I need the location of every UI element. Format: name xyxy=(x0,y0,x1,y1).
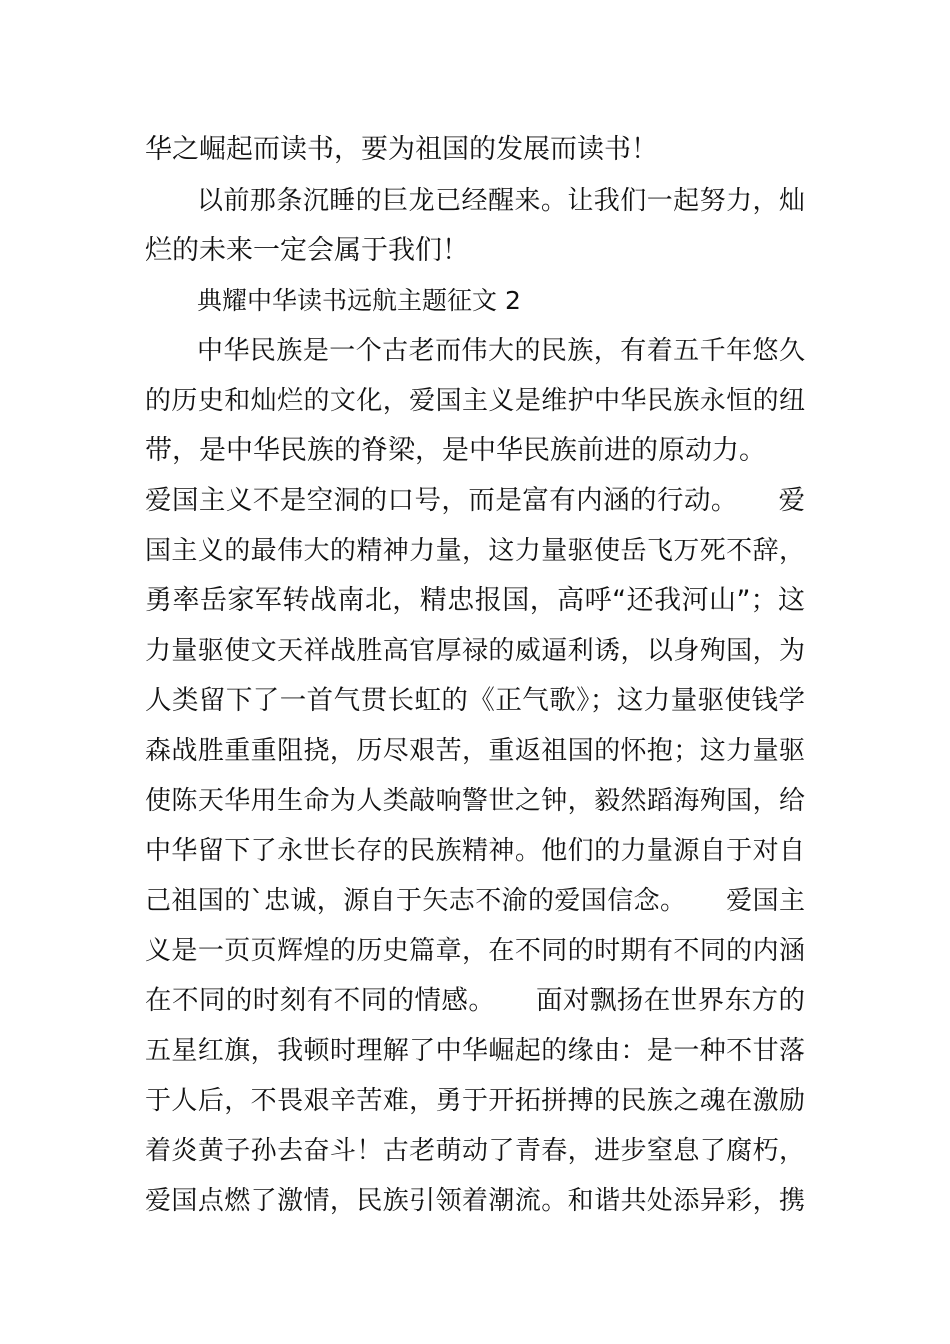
text-line: 带，是中华民族的脊梁，是中华民族前进的原动力。 xyxy=(145,435,766,466)
text-line: 爱国点燃了激情，民族引领着潮流。和谐共处添异彩，携 xyxy=(145,1186,805,1216)
text-line: 着炎黄子孙去奋斗！古老萌动了青春，进步窒息了腐朽， xyxy=(145,1136,805,1166)
text-line: 使陈天华用生命为人类敲响警世之钟，毅然蹈海殉国，给 xyxy=(145,786,805,816)
text-line: 中华留下了永世长存的民族精神。他们的力量源自于对自 xyxy=(145,836,805,866)
text-line: 的历史和灿烂的文化，爱国主义是维护中华民族永恒的纽 xyxy=(145,386,805,416)
text-line: 五星红旗，我顿时理解了中华崛起的缘由：是一种不甘落 xyxy=(145,1036,805,1066)
text-line: 华之崛起而读书，要为祖国的发展而读书！ xyxy=(145,134,658,165)
text-line: 己祖国的`忠诚，源自于矢志不渝的爱国信念。 爱国主 xyxy=(145,886,805,916)
paragraph-start-line: 以前那条沉睡的巨龙已经醒来。让我们一起努力，灿 xyxy=(197,186,805,216)
text-line: 爱国主义不是空洞的口号，而是富有内涵的行动。 爱 xyxy=(145,485,805,516)
text-line: 烂的未来一定会属于我们！ xyxy=(145,235,469,266)
text-line: 森战胜重重阻挠，历尽艰苦，重返祖国的怀抱；这力量驱 xyxy=(145,736,805,766)
text-line: 于人后，不畏艰辛苦难，勇于开拓拼搏的民族之魂在激励 xyxy=(145,1086,805,1116)
text-line: 人类留下了一首气贯长虹的《正气歌》；这力量驱使钱学 xyxy=(145,685,805,716)
text-line: 国主义的最伟大的精神力量，这力量驱使岳飞万死不辞， xyxy=(145,536,805,566)
text-line: 勇率岳家军转战南北，精忠报国，高呼“还我河山”；这 xyxy=(145,585,805,616)
text-line: 力量驱使文天祥战胜高官厚禄的威逼利诱，以身殉国，为 xyxy=(145,636,805,666)
text-line: 义是一页页辉煌的历史篇章，在不同的时期有不同的内涵 xyxy=(145,936,805,966)
paragraph-start-line: 中华民族是一个古老而伟大的民族，有着五千年悠久 xyxy=(197,336,805,366)
section-title: 典耀中华读书远航主题征文 2 xyxy=(197,286,521,315)
text-line: 在不同的时刻有不同的情感。 面对飘扬在世界东方的 xyxy=(145,985,805,1016)
